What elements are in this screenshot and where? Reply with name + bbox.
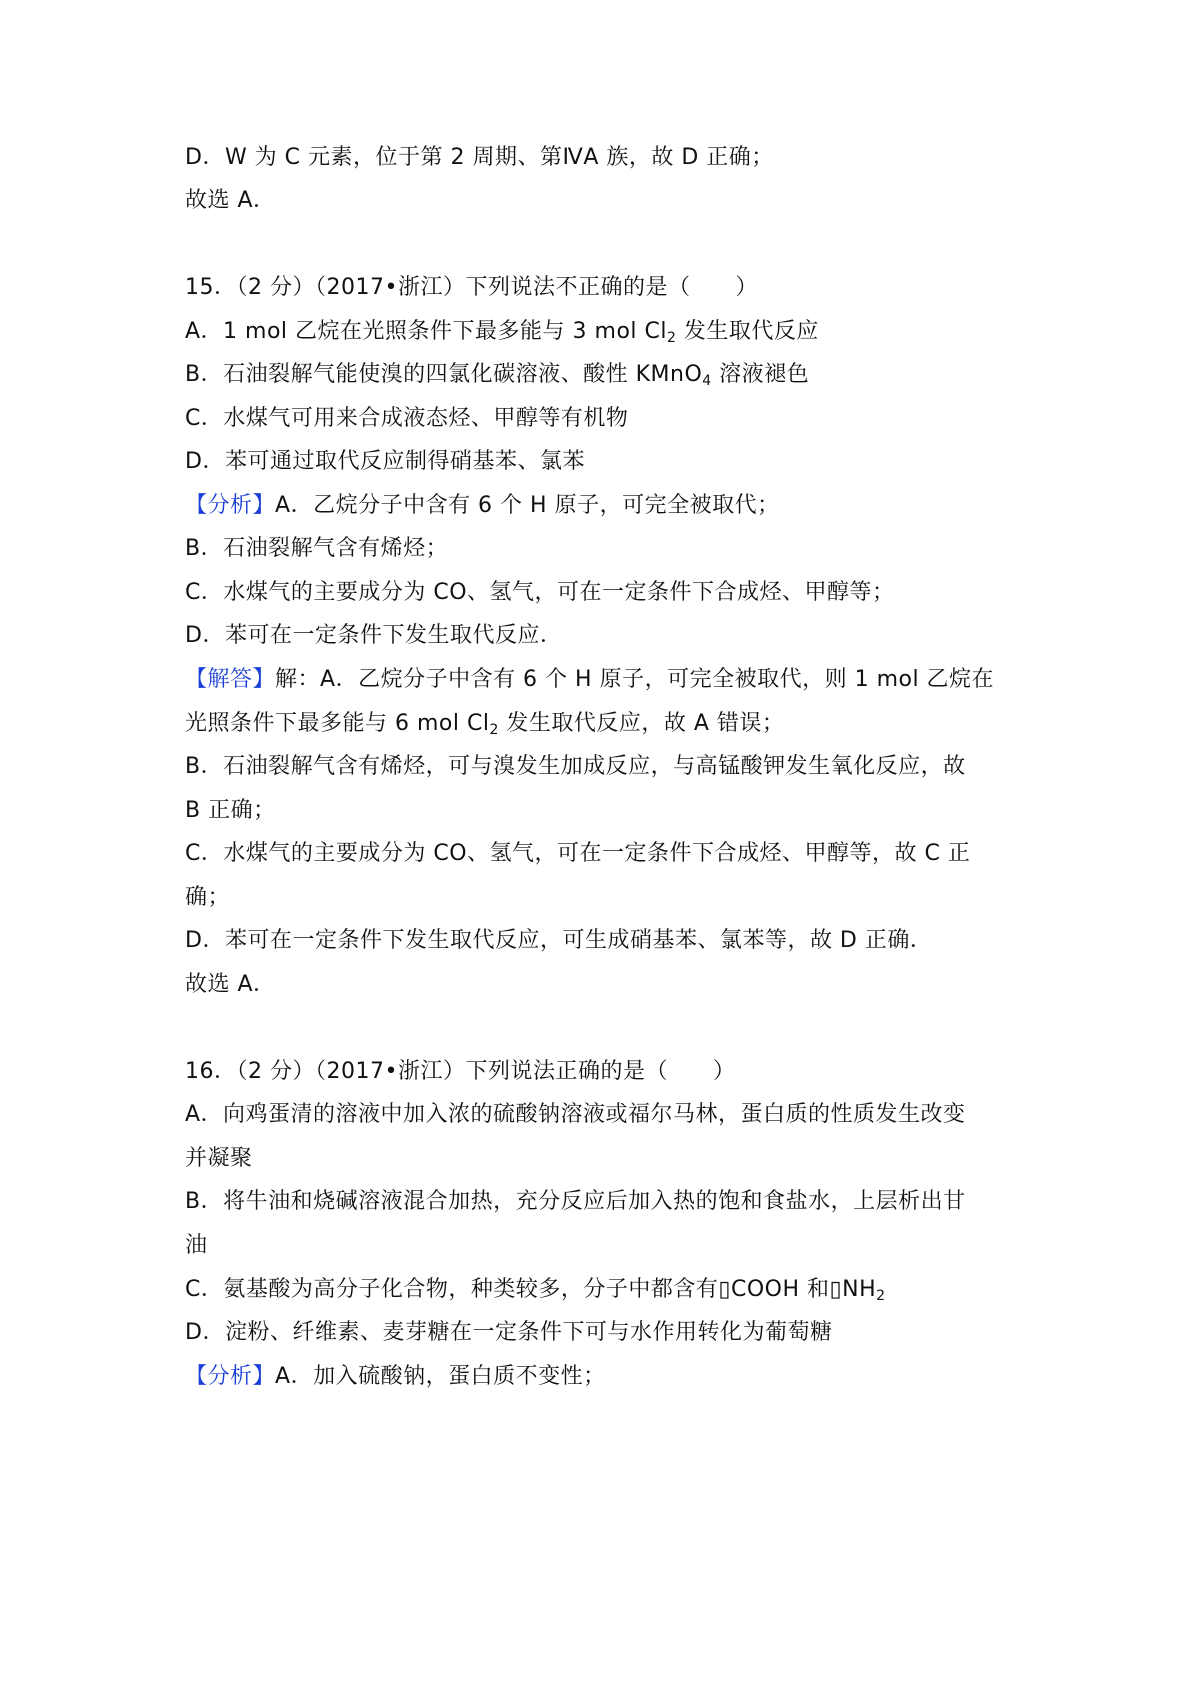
q15-option-b: B．石油裂解气能使溴的四氯化碳溶液、酸性 KMnO$_4$ 溶液褪色 bbox=[185, 362, 810, 389]
prev-option-d: D．W 为 C 元素，位于第 2 周期、第ⅣA 族，故 D 正确； bbox=[185, 145, 774, 170]
q15-analysis-b: B．石油裂解气含有烯烃； bbox=[185, 536, 449, 561]
q16-option-b-line2: 油 bbox=[185, 1233, 208, 1258]
q15-solution-d: D．苯可在一定条件下发生取代反应，可生成硝基苯、氯苯等，故 D 正确． bbox=[185, 928, 933, 953]
q16-option-d: D．淀粉、纤维素、麦芽糖在一定条件下可与水作用转化为葡萄糖 bbox=[185, 1320, 833, 1345]
prev-conclusion: 故选 A． bbox=[185, 188, 276, 213]
q15-solution-b-line2: B 正确； bbox=[185, 798, 276, 823]
q15-conclusion: 故选 A． bbox=[185, 972, 276, 997]
q16-option-a-line2: 并凝聚 bbox=[185, 1146, 253, 1171]
q15-analysis-c: C．水煤气的主要成分为 CO、氢气，可在一定条件下合成烃、甲醇等； bbox=[185, 580, 895, 605]
q16-option-c: C．氨基酸为高分子化合物，种类较多，分子中都含有▯COOH 和$▯NH_2$ bbox=[185, 1277, 886, 1304]
q15-solution-a-line2: 光照条件下最多能与 6 mol $Cl_2$ 发生取代反应，故 A 错误； bbox=[185, 711, 785, 738]
q15-analysis-a: 【分析】A．乙烷分子中含有 6 个 H 原子，可完全被取代； bbox=[185, 493, 780, 518]
q15-solution-c-line2: 确； bbox=[185, 885, 231, 910]
q15-option-c: C．水煤气可用来合成液态烃、甲醇等有机物 bbox=[185, 406, 629, 431]
q16-option-a-line1: A．向鸡蛋清的溶液中加入浓的硫酸钠溶液或福尔马林，蛋白质的性质发生改变 bbox=[185, 1102, 966, 1127]
q15-solution-a-line1: 【解答】解：A．乙烷分子中含有 6 个 H 原子，可完全被取代，则 1 mol 乙烷在 bbox=[185, 667, 995, 692]
q15-solution-b-line1: B．石油裂解气含有烯烃，可与溴发生加成反应，与高锰酸钾发生氧化反应，故 bbox=[185, 754, 966, 779]
q15-option-a: A．1 mol 乙烷在光照条件下最多能与 3 mol $Cl_2$ 发生取代反应 bbox=[185, 319, 819, 346]
q16-analysis-a: 【分析】A．加入硫酸钠，蛋白质不变性； bbox=[185, 1364, 606, 1389]
q15-solution-c-line1: C．水煤气的主要成分为 CO、氢气，可在一定条件下合成烃、甲醇等，故 C 正 bbox=[185, 841, 971, 866]
analysis-tag: 【分析】 bbox=[185, 493, 276, 518]
analysis-tag: 【分析】 bbox=[185, 1364, 276, 1389]
q16-stem: 16．（2 分）（2017•浙江）下列说法正确的是（ ） bbox=[185, 1059, 736, 1084]
solution-tag: 【解答】 bbox=[185, 667, 276, 692]
q15-option-d: D．苯可通过取代反应制得硝基苯、氯苯 bbox=[185, 449, 585, 474]
q15-analysis-d: D．苯可在一定条件下发生取代反应． bbox=[185, 623, 563, 648]
q15-stem: 15．（2 分）（2017•浙江）下列说法不正确的是（ ） bbox=[185, 275, 758, 300]
q16-option-b-line1: B．将牛油和烧碱溶液混合加热，充分反应后加入热的饱和食盐水，上层析出甘 bbox=[185, 1189, 966, 1214]
